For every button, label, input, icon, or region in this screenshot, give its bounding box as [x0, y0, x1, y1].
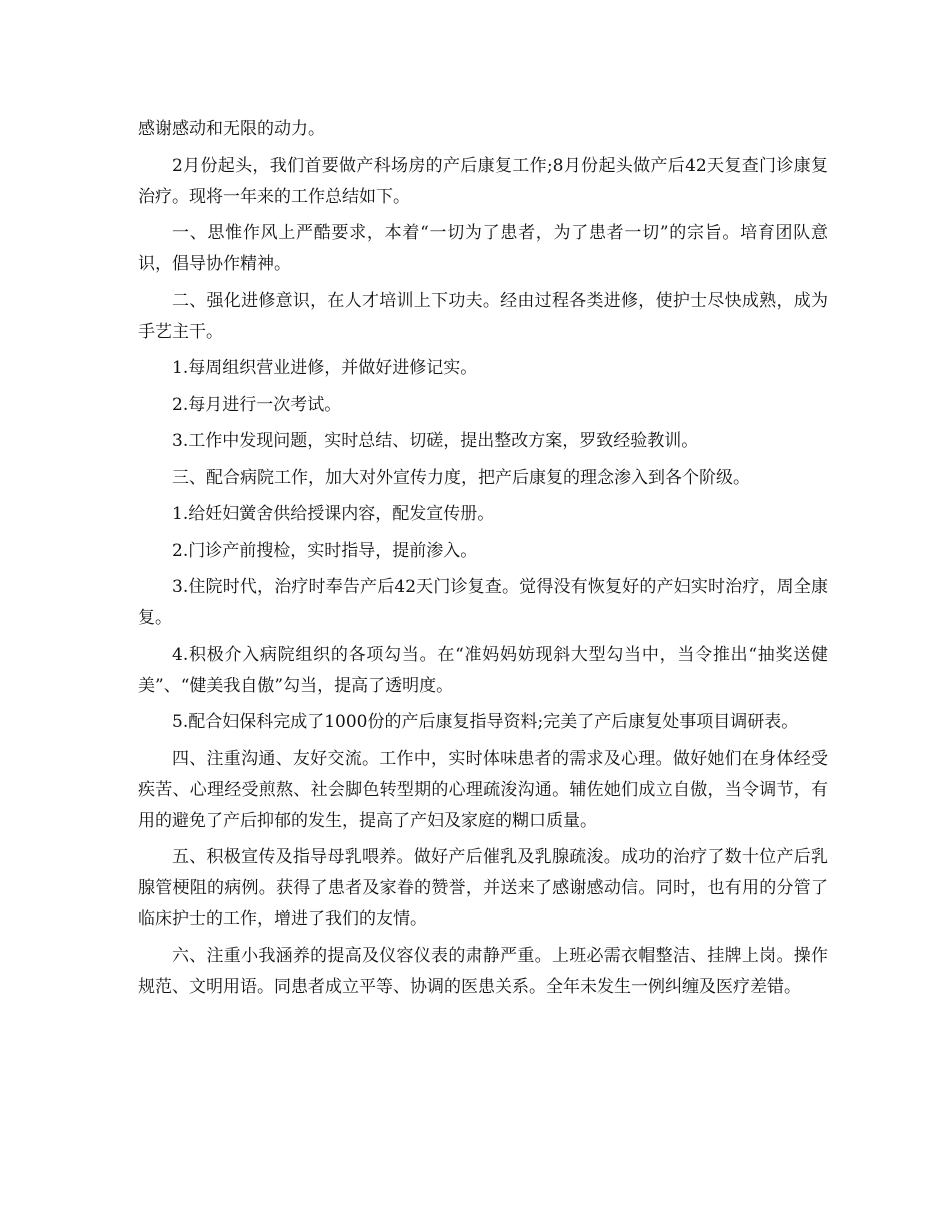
paragraph-8: 1.给妊妇黉舍供给授课内容，配发宣传册。 — [172, 504, 495, 524]
paragraph-6: 3.工作中发现问题，实时总结、切磋，提出整改方案，罗致经验教训。 — [172, 431, 699, 451]
paragraph-9: 2.门诊产前搜检，实时指导，提前渗入。 — [172, 540, 478, 561]
paragraph-4: 1.每周组织营业进修，并做好进修记实。 — [172, 358, 478, 378]
paragraph-11: 4.积极介入病院组织的各项勾当。在“准妈妈妨现斜大型勾当中，当令推出“抽奖送健美”、“健美我自傲”勾当，提高了透明度。 — [138, 644, 828, 696]
paragraph-1: 2月份起头，我们首要做产科场房的产后康复工作;8月份起头做产后42天复查门诊康复治疗。现将一年来的工作总结如下。 — [138, 155, 828, 207]
paragraph-5: 2.每月进行一次考试。 — [172, 394, 342, 415]
paragraph-2: 一、思惟作风上严酷要求，本着“一切为了患者，为了患者一切”的宗旨。培育团队意识，倡导协作精神。 — [138, 223, 828, 274]
paragraph-12: 5.配合妇保科完成了1000份的产后康复指导资料;完美了产后康复处事项目调研表。 — [172, 712, 799, 732]
paragraph-14: 五、积极宣传及指导母乳喂养。做好产后催乳及乳腺疏浚。成功的治疗了数十位产后乳腺管梗阻的病例。获得了患者及家眷的赞誉，并送来了感谢感动信。同时，也有用的分管了临床护士的工作，增进了我们的友情。 — [138, 847, 828, 929]
paragraph-0: 感谢感动和无限的动力。 — [138, 119, 325, 139]
paragraph-7: 三、配合病院工作，加大对外宣传力度，把产后康复的理念渗入到各个阶级。 — [172, 467, 750, 488]
paragraph-15: 六、注重小我涵养的提高及仪容仪表的肃静严重。上班必需衣帽整洁、挂牌上岗。操作规范、文明用语。同患者成立平等、协调的医患关系。全年未发生一例纠缠及医疗差错。 — [138, 945, 828, 997]
paragraph-10: 3.住院时代，治疗时奉告产后42天门诊复查。觉得没有恢复好的产妇实时治疗，周全康复。 — [138, 577, 828, 628]
paragraph-3: 二、强化进修意识，在人才培训上下功夫。经由过程各类进修，使护士尽快成熟，成为手艺主干。 — [138, 290, 828, 342]
document-body — [138, 114, 828, 1008]
paragraph-13: 四、注重沟通、友好交流。工作中，实时体味患者的需求及心理。做好她们在身体经受疾苦、心理经受煎熬、社会脚色转型期的心理疏浚沟通。辅佐她们成立自傲，当令调节，有用的避免了产后抑郁的发生，提高了产妇及家庭的糊口质量。 — [138, 748, 828, 831]
